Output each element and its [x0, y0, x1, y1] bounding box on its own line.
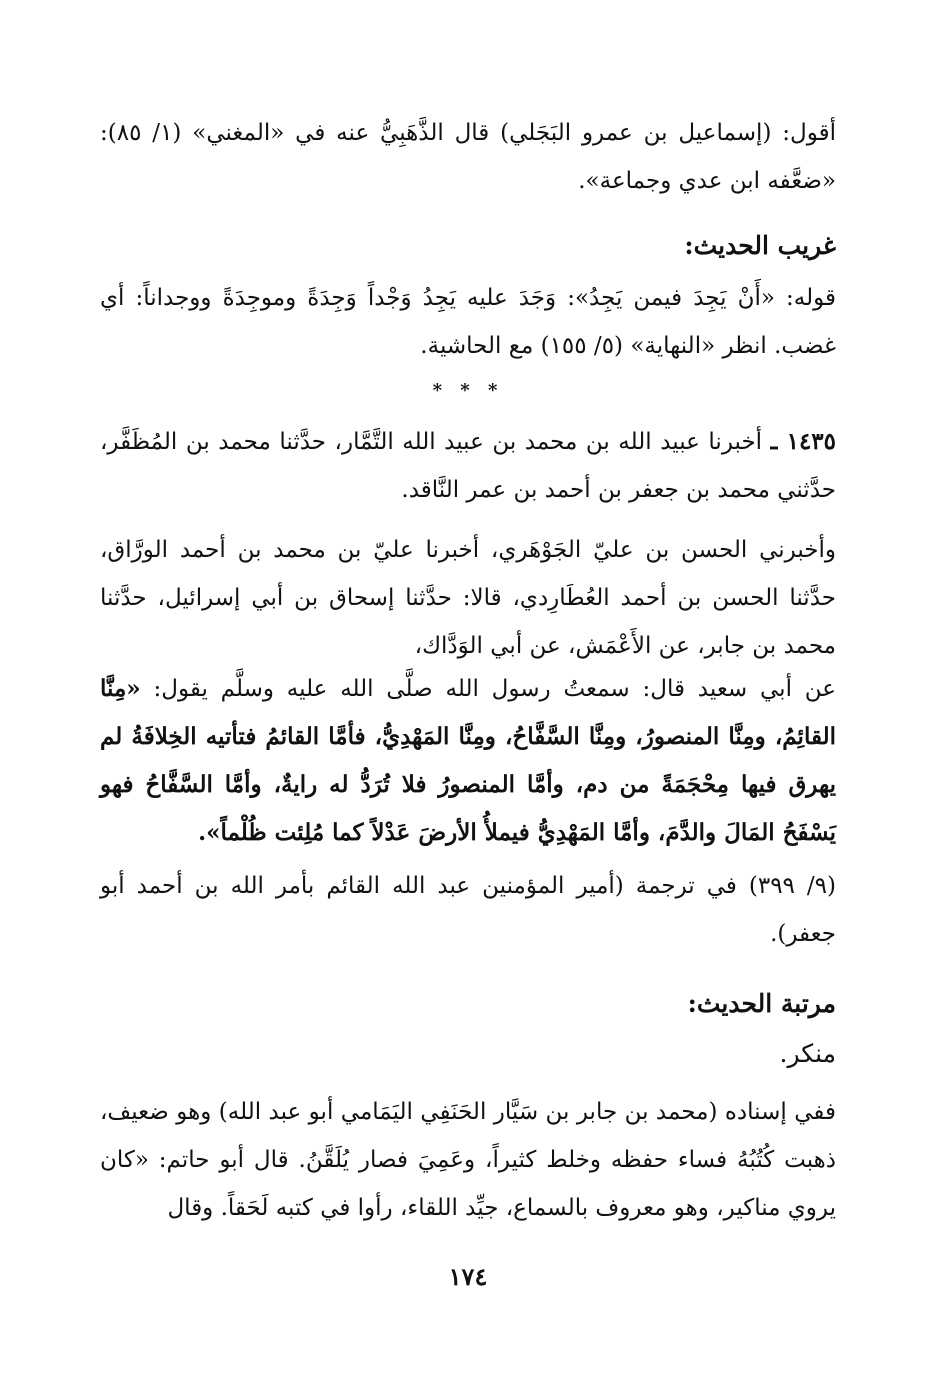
paragraph-isnad-2: وأخبرني الحسن بن عليّ الجَوْهَري، أخبرنا عليّ بن محمد بن أحمد الورَّاق، حدَّثنا الحسن بن أحمد العُطَارِدي، قالا: حدَّثنا إسحاق بن أبي إسرائيل، حدَّثنا محمد بن جابر، عن الأَعْمَش، عن أبي الوَدَّاك، [100, 537, 836, 659]
paragraph-matn [100, 665, 836, 857]
section-divider: * * * [432, 380, 504, 401]
verdict: منكر. [779, 1039, 836, 1068]
hadith-number: ١٤٣٥ ـ [770, 428, 837, 455]
isnad-text: أخبرنا عبيد الله بن محمد بن عبيد الله التَّمَّار، حدَّثنا محمد بن المُظَفَّر، حدَّثني محمد بن جعفر بن أحمد بن عمر النَّاقد. [100, 429, 836, 503]
paragraph-source: (٩/ ٣٩٩) في ترجمة (أمير المؤمنين عبد الله القائم بأمر الله بن أحمد أبو جعفر). [100, 873, 836, 947]
paragraph-isnad-1 [100, 418, 836, 514]
paragraph-comment: أقول: (إسماعيل بن عمرو البَجَلي) قال الذَّهَبِيُّ عنه في «المغني» (١/ ٨٥): «ضعَّفه ابن عدي وجماعة». [100, 120, 836, 194]
paragraph-gharib: قوله: «أَنْ يَجِدَ فيمن يَجِدُ»: وَجَدَ عليه يَجِدُ وَجْداً وَجِدَةً وموجِدَةً ووجداناً: أي غضب. انظر «النهاية» (٥/ ١٥٥) مع الحاشية. [100, 285, 836, 359]
paragraph-explanation: ففي إسناده (محمد بن جابر بن سَيَّار الحَنَفِي اليَمَامي أبو عبد الله) وهو ضعيف، ذهبت كُتُبُهُ فساء حفظه وخلط كثيراً، وعَمِيَ فصار يُلَقَّنُ. قال أبو حاتم: «كان يروي مناكير، وهو معروف بالسماع، جيِّد اللقاء، رأوا في كتبه لَحَقاً. وقال [100, 1099, 836, 1221]
hadith-text: «مِنَّا القائِمُ، ومِنَّا المنصورُ، ومِنَّا السَّفَّاحُ، ومِنَّا المَهْدِيُّ، فأمَّا القائمُ فتأتيه الخِلافَةُ لم يهرق فيها مِحْجَمَةً من دم، وأمَّا المنصورُ فلا تُرَدُّ له رايةٌ، وأمَّا السَّفَّاحُ فهو يَسْفَحُ المَالَ والدَّمَ، وأمَّا المَهْدِيُّ فيملأُ الأرضَ عَدْلاً كما مُلِئت ظُلْماً». [100, 675, 836, 846]
matn-intro: عن أبي سعيد قال: سمعتُ رسول الله صلَّى الله عليه وسلَّم يقول: [153, 676, 837, 702]
heading-gharib: غريب الحديث: [684, 231, 836, 260]
page-number: ١٧٤ [448, 1262, 488, 1291]
heading-rank: مرتبة الحديث: [687, 989, 836, 1018]
